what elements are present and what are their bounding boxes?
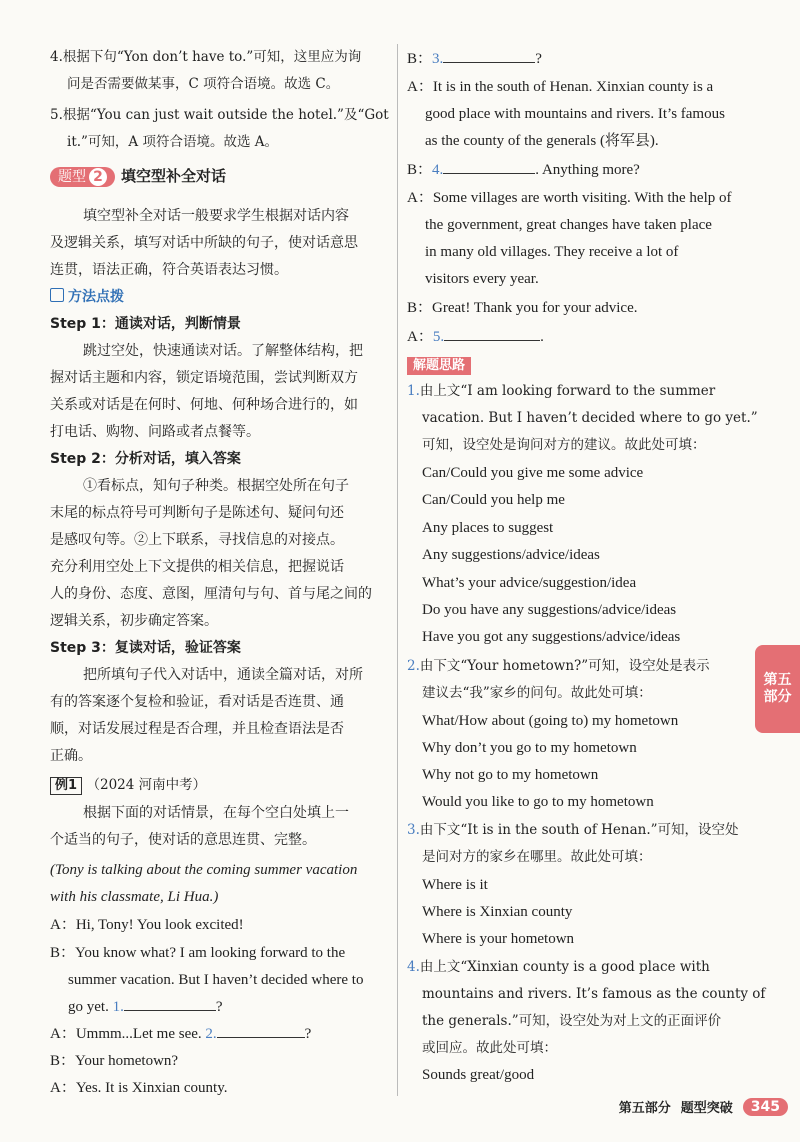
dialogue-line: B：3. ?	[407, 46, 742, 73]
solution-note-1: 可知，设空处是询问对方的建议。故此处可填：	[422, 437, 706, 453]
dialogue-line: A：Hi, Tony! You look excited!	[50, 917, 244, 933]
intro-line: 连贯，语法正确，符合英语表达习惯。	[50, 262, 288, 278]
step3-line: 把所填句子代入对话中，通读全篇对话，对所	[83, 667, 363, 683]
dialogue-line: B：4. . Anything more?	[407, 157, 742, 184]
step3-heading: Step 3：复读对话，验证答案	[50, 640, 241, 656]
step1-line: 打电话、购物、问路或者点餐等。	[50, 424, 260, 440]
dialogue-line: A：5. .	[407, 324, 742, 351]
answer-option: Why not go to my hometown	[422, 767, 599, 783]
answer-option: Have you got any suggestions/advice/ideas	[422, 629, 681, 645]
step2-line: 逻辑关系，初步确定答案。	[50, 613, 218, 629]
answer-option: Any places to suggest	[422, 520, 554, 536]
answer-option: Would you like to go to my hometown	[422, 794, 654, 810]
dialogue-line: A：Ummm...Let me see. 2. ?	[50, 1021, 385, 1048]
method-heading: 方法点拨	[50, 284, 385, 311]
step3-line: 有的答案逐个复检和验证，看对话是否连贯、通	[50, 694, 344, 710]
solution-note-4: mountains and rivers. It’s famous as the county of	[422, 986, 766, 1002]
step2-line: 是感叹句等。②上下联系，寻找信息的对接点。	[50, 532, 344, 548]
answer-option: Sounds great/good	[422, 1067, 535, 1083]
dialogue-line: B：You know what? I am looking forward to the	[50, 945, 346, 961]
step2-line: ①看标点，知句子种类。根据空处所在句子	[83, 478, 349, 494]
dialogue-line: the government, great changes have taken place	[425, 217, 712, 233]
solution-note-4: 或回应。故此处可填：	[422, 1040, 557, 1056]
dialogue-line: summer vacation. But I haven’t decided where to	[68, 972, 364, 988]
answer-option: What’s your advice/suggestion/idea	[422, 575, 637, 591]
scene-line: (Tony is talking about the coming summer vacation	[50, 862, 358, 878]
example-label: 例1	[50, 777, 82, 795]
dialogue-line: B：Your hometown?	[50, 1053, 179, 1069]
example-header: 例1 （2024 河南中考）	[50, 772, 385, 799]
blank-1[interactable]	[124, 996, 216, 1011]
column-divider	[397, 44, 398, 1096]
step2-line: 末尾的标点符号可判断句子是陈述句、疑问句还	[50, 505, 344, 521]
intro-line: 填空型补全对话一般要求学生根据对话内容	[83, 208, 349, 224]
dialogue-line: A：Yes. It is Xinxian county.	[50, 1080, 228, 1096]
dialogue-line: in many old villages. They receive a lot of	[425, 244, 679, 260]
blank-2[interactable]	[217, 1023, 305, 1038]
answer-option: What/How about (going to) my hometown	[422, 713, 679, 729]
dialogue-line: as the county of the generals (将军县).	[425, 133, 659, 149]
answer-option: Where is your hometown	[422, 931, 575, 947]
footer-section: 第五部分	[618, 1101, 671, 1116]
note-icon	[50, 288, 64, 302]
solution-note-1: vacation. But I haven’t decided where to go yet.”	[422, 410, 758, 426]
step3-line: 正确。	[50, 748, 92, 764]
dialogue-line: A：It is in the south of Henan. Xinxian county is a	[407, 79, 714, 95]
answer-option: Where is it	[422, 877, 488, 893]
example-instruction: 根据下面的对话情景，在每个空白处填上一	[83, 805, 349, 821]
solution-note-2: 建议去“我”家乡的问句。故此处可填：	[422, 685, 652, 701]
blank-3[interactable]	[443, 48, 535, 63]
blank-4[interactable]	[443, 159, 535, 174]
section-header	[50, 163, 385, 191]
step1-line: 跳过空处，快速通读对话。了解整体结构，把	[83, 343, 363, 359]
question-type-badge: 题型 2	[50, 167, 115, 187]
answer-option: Do you have any suggestions/advice/ideas	[422, 602, 677, 618]
solution-note-3: 3.由下文“It is in the south of Henan.”可知，设空处	[407, 822, 739, 838]
answer-option: Any suggestions/advice/ideas	[422, 547, 600, 563]
page-number: 345	[743, 1098, 788, 1116]
section-side-tab[interactable]: 第五 部分	[755, 645, 800, 733]
dialogue-line: visitors every year.	[425, 271, 539, 287]
answer-note-5b: it.”可知，A 项符合语境。故选 A。	[67, 134, 279, 150]
blank-5[interactable]	[444, 326, 540, 341]
answer-option: Can/Could you help me	[422, 492, 565, 508]
dialogue-line: B：Great! Thank you for your advice.	[407, 300, 638, 316]
step2-line: 充分利用空处上下文提供的相关信息，把握说话	[50, 559, 344, 575]
step2-heading: Step 2：分析对话，填入答案	[50, 451, 241, 467]
step2-line: 人的身份、态度、意图，厘清句与句、首与尾之间的	[50, 586, 372, 602]
step1-line: 关系或对话是在何时、何地、何种场合进行的，如	[50, 397, 358, 413]
answer-note-4b: 问是否需要做某事，C 项符合语境。故选 C。	[67, 76, 340, 92]
solution-note-3: 是问对方的家乡在哪里。故此处可填：	[422, 849, 652, 865]
dialogue-line: good place with mountains and rivers. It’s famous	[425, 106, 725, 122]
step1-heading: Step 1：通读对话，判断情景	[50, 316, 241, 332]
solution-heading: 解题思路	[407, 352, 742, 379]
step1-line: 握对话主题和内容，锁定语境范围，尝试判断双方	[50, 370, 358, 386]
section-title: 填空型补全对话	[121, 167, 227, 185]
solution-note-1: 1.由上文“I am looking forward to the summer	[407, 383, 716, 399]
solution-note-4: 4.由上文“Xinxian county is a good place with	[407, 959, 710, 975]
answer-note-4a: 4.根据下句“Yon don’t have to.”可知，这里应为询	[50, 49, 362, 65]
answer-option: Why don’t you go to my hometown	[422, 740, 637, 756]
example-instruction: 个适当的句子，使对话的意思连贯、完整。	[50, 832, 316, 848]
footer-title: 题型突破	[680, 1101, 733, 1116]
solution-note-2: 2.由下文“Your hometown?”可知，设空处是表示	[407, 658, 710, 674]
scene-line: with his classmate, Li Hua.)	[50, 889, 219, 905]
answer-note-5a: 5.根据“You can just wait outside the hotel.”及“Got	[50, 107, 389, 123]
solution-note-4: the generals.”可知，设空处为对上文的正面评价	[422, 1013, 722, 1029]
intro-line: 及逻辑关系，填写对话中所缺的句子，使对话意思	[50, 235, 358, 251]
answer-option: Where is Xinxian county	[422, 904, 573, 920]
step3-line: 顺，对话发展过程是否合理，并且检查语法是否	[50, 721, 344, 737]
dialogue-line: go yet. 1. ?	[68, 994, 403, 1021]
answer-option: Can/Could you give me some advice	[422, 465, 644, 481]
dialogue-line: A：Some villages are worth visiting. With the help of	[407, 190, 732, 206]
page-footer	[619, 1097, 788, 1116]
